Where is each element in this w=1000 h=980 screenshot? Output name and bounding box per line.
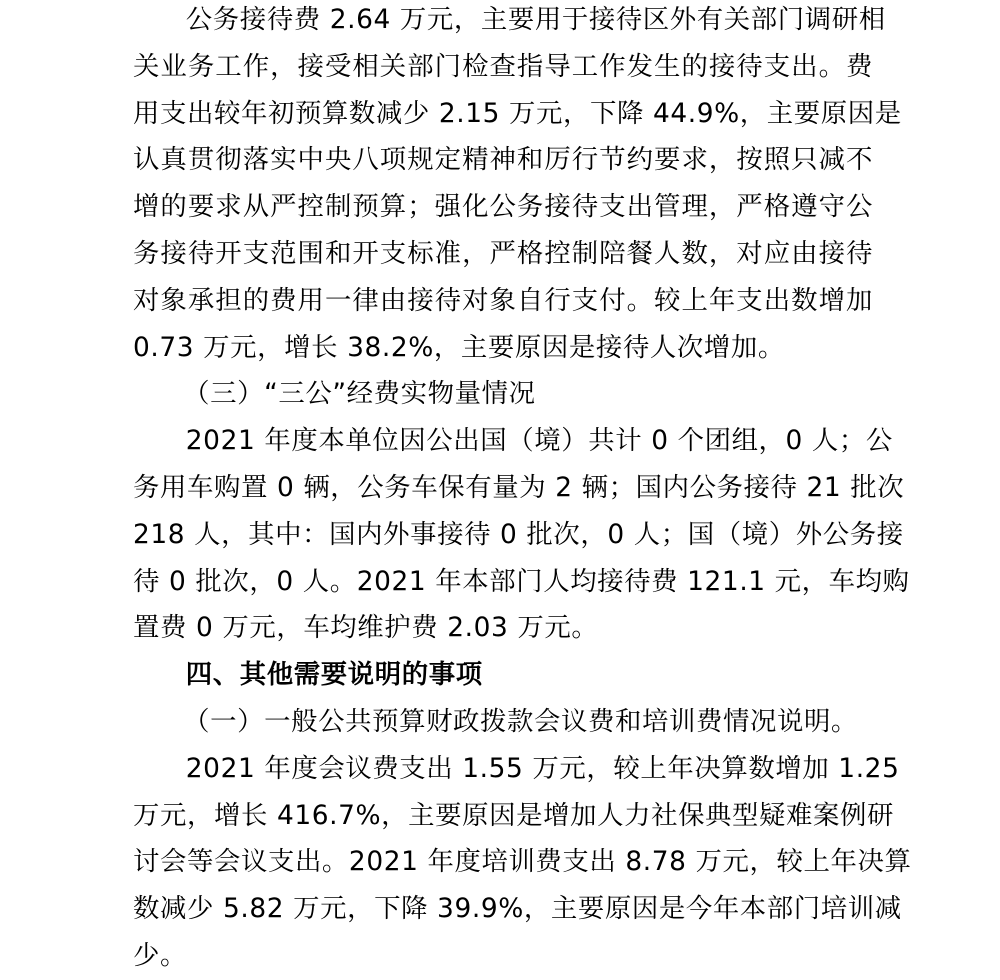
text-line: 对象承担的费用一律由接待对象自行支付。较上年支出数增加 — [133, 284, 873, 316]
text-line: 讨会等会议支出。2021 年度培训费支出 8.78 万元，较上年决算 — [133, 846, 912, 878]
text-line: 待 0 批次，0 人。2021 年本部门人均接待费 121.1 元，车均购 — [133, 565, 910, 597]
text-line: 关业务工作，接受相关部门检查指导工作发生的接待支出。费 — [133, 50, 873, 82]
text-line: 2021 年度会议费支出 1.55 万元，较上年决算数增加 1.25 — [185, 752, 900, 784]
text-line: 218 人，其中：国内外事接待 0 批次，0 人；国（境）外公务接 — [133, 518, 904, 550]
text-line: 2021 年度本单位因公出国（境）共计 0 个团组，0 人；公 — [185, 425, 893, 457]
text-line: 务用车购置 0 辆，公务车保有量为 2 辆；国内公务接待 21 批次 — [133, 471, 905, 503]
subheading-meeting-training-fees: （一）一般公共预算财政拨款会议费和培训费情况说明。 — [183, 705, 858, 737]
text-line: 公务接待费 2.64 万元，主要用于接待区外有关部门调研相 — [185, 4, 886, 35]
section-heading-other-matters: 四、其他需要说明的事项 — [185, 659, 483, 691]
text-line: 数减少 5.82 万元，下降 39.9%，主要原因是今年本部门培训减 — [133, 893, 902, 925]
text-line: 务接待开支范围和开支标准，严格控制陪餐人数，对应由接待 — [133, 237, 873, 269]
text-line: 万元，增长 416.7%，主要原因是增加人力社保典型疑难案例研 — [133, 799, 894, 831]
text-line: 用支出较年初预算数减少 2.15 万元，下降 44.9%，主要原因是 — [133, 97, 902, 129]
paragraph-physical-quantities — [133, 418, 910, 652]
text-line: 少。 — [133, 939, 187, 971]
paragraph-meeting-training-expenses — [133, 746, 912, 980]
document-page — [133, 0, 912, 980]
text-line: 认真贯彻落实中央八项规定精神和厉行节约要求，按照只减不 — [133, 144, 873, 176]
text-line: 0.73 万元，增长 38.2%，主要原因是接待人次增加。 — [133, 331, 785, 363]
text-line: 增的要求从严控制预算；强化公务接待支出管理，严格遵守公 — [133, 191, 873, 223]
subheading-three-public-quantities: （三）“三公”经费实物量情况 — [183, 378, 536, 410]
text-line: 置费 0 万元，车均维护费 2.03 万元。 — [133, 612, 599, 644]
paragraph-reception-expenses — [133, 0, 902, 371]
